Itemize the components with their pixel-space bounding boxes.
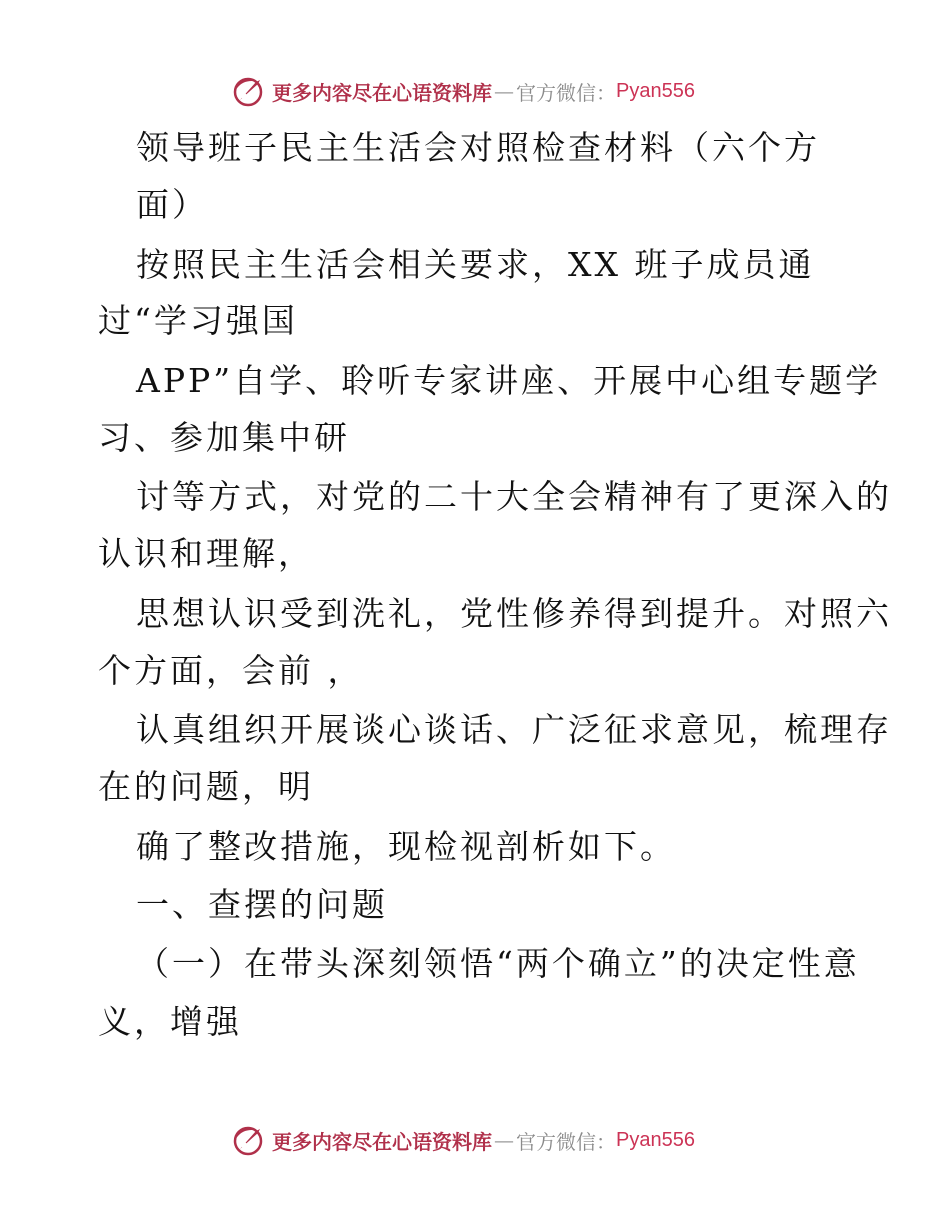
watermark-dash: — bbox=[494, 79, 514, 103]
doc-title-line-2: 面） bbox=[136, 185, 208, 224]
body-line: 按照民主生活会相关要求，XX 班子成员通 bbox=[136, 245, 815, 284]
quill-seal-icon bbox=[232, 74, 266, 108]
watermark-label: 官方微信： bbox=[516, 80, 616, 105]
section-heading: 一、查摆的问题 bbox=[136, 885, 388, 924]
watermark-label: 官方微信： bbox=[516, 1129, 616, 1154]
body-line: APP”自学、聆听专家讲座、开展中心组专题学 bbox=[136, 361, 882, 400]
body-line: 在的问题，明 bbox=[98, 767, 314, 806]
body-line: 个方面，会前 ， bbox=[98, 651, 364, 690]
body-line: 思想认识受到洗礼，党性修养得到提升。对照六 bbox=[136, 594, 892, 633]
body-line: 过“学习强国 bbox=[98, 301, 298, 340]
body-line: 认真组织开展谈心谈话、广泛征求意见，梳理存 bbox=[136, 710, 892, 749]
body-line: 认识和理解， bbox=[98, 534, 314, 573]
watermark-handle: Pyan556 bbox=[616, 79, 695, 102]
body-line: 讨等方式，对党的二十大全会精神有了更深入的 bbox=[136, 477, 892, 516]
quill-seal-icon bbox=[232, 1123, 266, 1157]
watermark-handle: Pyan556 bbox=[616, 1128, 695, 1151]
watermark-dash: — bbox=[494, 1128, 514, 1152]
doc-title-line-1: 领导班子民主生活会对照检查材料（六个方 bbox=[136, 128, 820, 167]
body-line: 确了整改措施，现检视剖析如下。 bbox=[136, 827, 676, 866]
body-line: 义，增强 bbox=[98, 1002, 242, 1041]
body-line: 习、参加集中研 bbox=[98, 418, 350, 457]
watermark-site: 更多内容尽在心语资料库 bbox=[272, 1129, 492, 1154]
header-watermark bbox=[232, 71, 695, 111]
watermark-site: 更多内容尽在心语资料库 bbox=[272, 80, 492, 105]
footer-watermark bbox=[232, 1120, 695, 1160]
subsection-heading: （一）在带头深刻领悟“两个确立”的决定性意 bbox=[136, 944, 860, 983]
